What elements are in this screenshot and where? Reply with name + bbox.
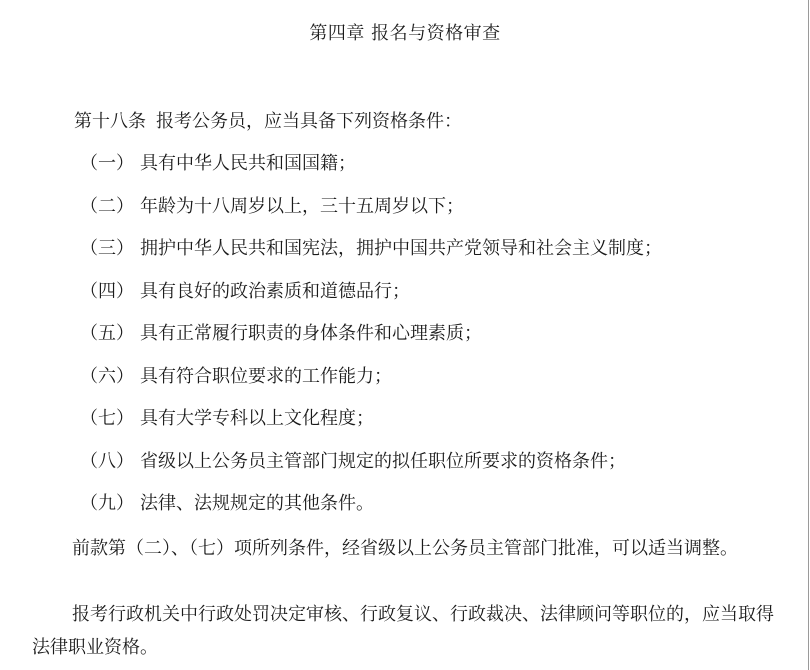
item-mark: （五） [80, 323, 134, 344]
list-item [80, 237, 662, 280]
item-text: 具有正常履行职责的身体条件和心理素质； [140, 323, 482, 344]
item-text: 拥护中华人民共和国宪法，拥护中国共产党领导和社会主义制度； [140, 238, 662, 259]
page-border [808, 0, 809, 670]
item-text: 具有大学专科以上文化程度； [140, 408, 374, 429]
item-text: 年龄为十八周岁以上，三十五周岁以下； [140, 195, 464, 217]
article-heading [74, 110, 462, 134]
list-item [80, 365, 662, 408]
item-text: 省级以上公务员主管部门规定的拟任职位所要求的资格条件； [140, 450, 626, 472]
condition-list [80, 152, 662, 535]
list-item [80, 280, 662, 323]
list-item [80, 450, 662, 493]
item-mark: （七） [80, 408, 134, 429]
chapter-title: 第四章 报名与资格审查 [309, 23, 501, 44]
list-item [80, 152, 662, 195]
paragraph-legal-qualification: 报考行政机关中行政处罚决定审核、行政复议、行政裁决、法律顾问等职位的，应当取得法律职业资格。 [32, 604, 774, 658]
list-item [80, 407, 662, 450]
item-text: 具有符合职位要求的工作能力； [140, 365, 392, 387]
list-item [80, 322, 662, 365]
item-mark: （九） [80, 493, 134, 514]
article-number: 第十八条 [74, 111, 146, 132]
item-mark: （六） [80, 365, 134, 387]
item-mark: （三） [80, 238, 134, 259]
item-mark: （四） [80, 280, 134, 302]
list-item [80, 492, 662, 535]
paragraph-adjustment: 前款第（二）、（七）项所列条件，经省级以上公务员主管部门批准，可以适当调整。 [72, 538, 738, 559]
item-text: 具有中华人民共和国国籍； [140, 153, 356, 174]
list-item [80, 195, 662, 238]
item-mark: （二） [80, 195, 134, 217]
item-text: 具有良好的政治素质和道德品行； [140, 280, 410, 302]
item-mark: （一） [80, 153, 134, 174]
item-text: 法律、法规规定的其他条件。 [140, 493, 374, 514]
article-lead: 报考公务员，应当具备下列资格条件： [156, 111, 462, 132]
item-mark: （八） [80, 450, 134, 472]
